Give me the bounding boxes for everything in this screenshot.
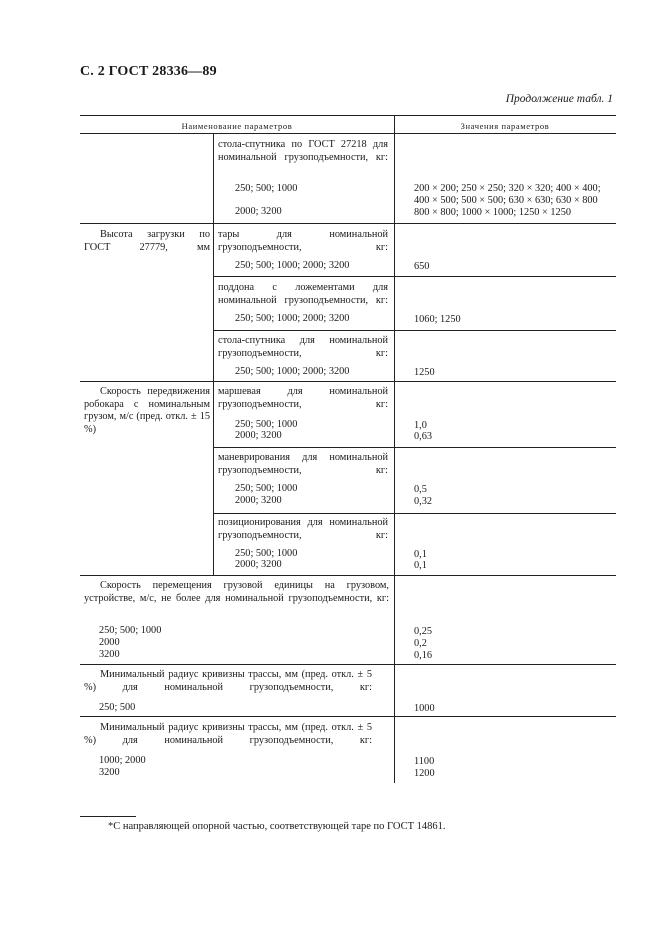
- value-text: 0,5: [414, 484, 427, 495]
- item-label: позиционирования для номинальной грузоподъемности, кг:: [218, 517, 388, 541]
- value-text: 1,0: [414, 420, 427, 431]
- parameter-label: Минимальный радиус кривизны трассы, мм (пред. откл. ± 5 %) для номинальной грузоподъемности, кг:: [84, 722, 372, 746]
- parameter-label: Минимальный радиус кривизны трассы, мм (пред. откл. ± 5 %) для номинальной грузоподъемности, кг:: [84, 669, 372, 693]
- page-header: С. 2 ГОСТ 28336—89: [80, 64, 217, 79]
- table-rule: [80, 223, 616, 224]
- column-divider: [394, 115, 395, 783]
- load-label: 3200: [99, 767, 120, 778]
- value-text: 650: [414, 261, 430, 272]
- load-label: 2000; 3200: [235, 495, 282, 506]
- table-rule: [80, 115, 616, 116]
- load-label: 250; 500; 1000; 2000; 3200: [235, 260, 350, 271]
- load-label: 250; 500; 1000: [99, 625, 162, 636]
- value-text: 0,25: [414, 626, 433, 637]
- value-text: 1200: [414, 768, 435, 779]
- footnote: *С направляющей опорной частью, соответствующей таре по ГОСТ 14861.: [108, 821, 446, 832]
- value-text: 800 × 800; 1000 × 1000; 1250 × 1250: [414, 207, 572, 218]
- value-text: 0,2: [414, 638, 427, 649]
- column-divider: [213, 381, 214, 575]
- table-rule: [80, 133, 616, 134]
- value-text: 1000: [414, 703, 435, 714]
- parameter-label: Высота загрузки по ГОСТ 27779, мм: [84, 229, 210, 253]
- item-label: стола-спутника для номинальной грузоподъемности, кг:: [218, 335, 388, 359]
- item-label: поддона с ложементами для номинальной грузоподъемности, кг:: [218, 282, 388, 306]
- table-continuation-label: Продолжение табл. 1: [505, 93, 613, 105]
- parameter-label: Скорость перемещения грузовой единицы на грузовом, устройстве, м/с, не более для номинальной грузоподъемности, кг:: [84, 580, 389, 604]
- load-label: 2000; 3200: [235, 430, 282, 441]
- column-header-value: Значения параметров: [460, 121, 550, 131]
- load-label: 2000: [99, 637, 120, 648]
- load-label: 250; 500; 1000: [235, 183, 298, 194]
- item-label: тары для номинальной грузоподъемности, кг:: [218, 229, 388, 253]
- value-text: 0,63: [414, 431, 433, 442]
- item-label: стола-спутника по ГОСТ 27218 для номинальной грузоподъемности, кг:: [218, 139, 388, 163]
- table-rule: [80, 381, 616, 382]
- table-rule: [213, 276, 616, 277]
- footnote-rule: [80, 816, 136, 817]
- column-header-parameter: Наименование параметров: [181, 121, 293, 131]
- value-text: 0,1: [414, 560, 427, 571]
- value-text: 1060; 1250: [414, 314, 461, 325]
- load-label: 2000; 3200: [235, 206, 282, 217]
- table-rule: [213, 513, 616, 514]
- load-label: 1000; 2000: [99, 755, 146, 766]
- column-divider: [213, 133, 214, 223]
- value-text: 400 × 500; 500 × 500; 630 × 630; 630 × 800: [414, 195, 598, 206]
- table-rule: [213, 330, 616, 331]
- load-label: 2000; 3200: [235, 559, 282, 570]
- load-label: 250; 500; 1000; 2000; 3200: [235, 366, 350, 377]
- value-text: 0,1: [414, 549, 427, 560]
- value-text: 1100: [414, 756, 435, 767]
- table-rule: [80, 716, 616, 717]
- item-label: маршевая для номинальной грузоподъемности, кг:: [218, 386, 388, 410]
- parameter-label: Скорость передвижения робокара с номинальным грузом, м/с (пред. откл. ± 15 %): [84, 386, 210, 435]
- item-label: маневрирования для номинальной грузоподъемности, кг:: [218, 452, 388, 476]
- value-text: 200 × 200; 250 × 250; 320 × 320; 400 × 400;: [414, 183, 601, 194]
- value-text: 0,32: [414, 496, 433, 507]
- load-label: 3200: [99, 649, 120, 660]
- load-label: 250; 500; 1000; 2000; 3200: [235, 313, 350, 324]
- table-rule: [80, 575, 616, 576]
- load-label: 250; 500; 1000: [235, 419, 298, 430]
- column-divider: [213, 223, 214, 381]
- value-text: 1250: [414, 367, 435, 378]
- table-rule: [213, 447, 616, 448]
- table-rule: [80, 664, 616, 665]
- load-label: 250; 500; 1000: [235, 548, 298, 559]
- load-label: 250; 500; 1000: [235, 483, 298, 494]
- load-label: 250; 500: [99, 702, 136, 713]
- value-text: 0,16: [414, 650, 433, 661]
